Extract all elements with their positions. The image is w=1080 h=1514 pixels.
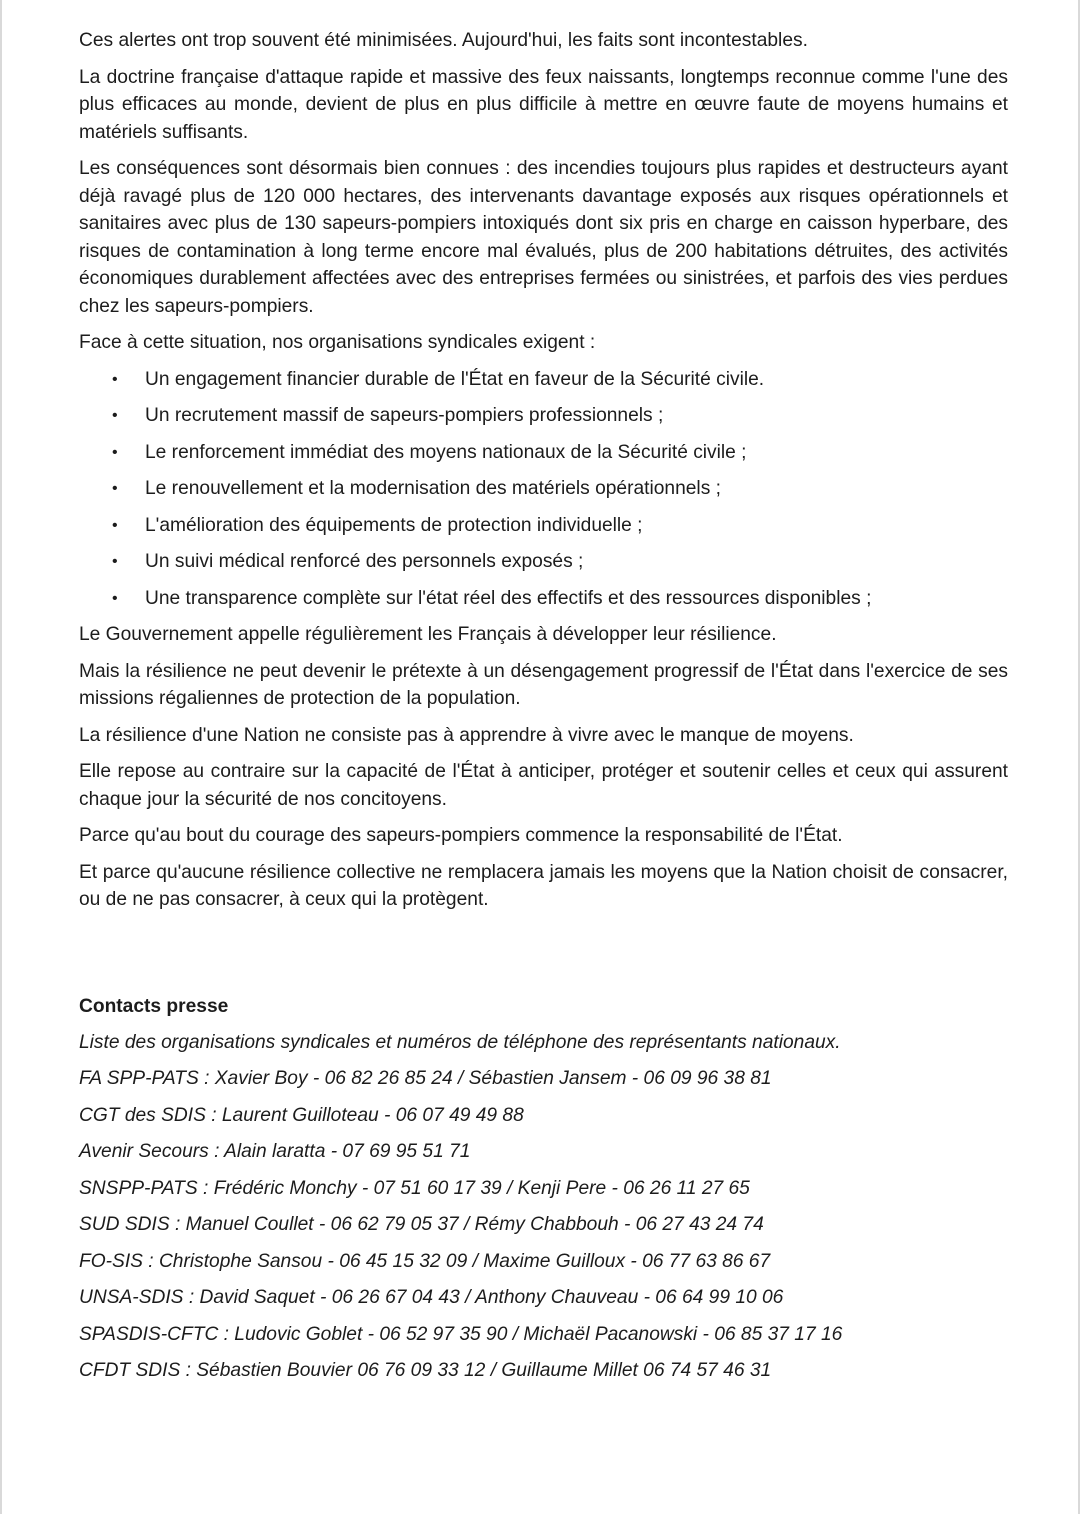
demand-text: Le renforcement immédiat des moyens nationaux de la Sécurité civile ; xyxy=(145,441,747,463)
paragraph-resilience-pretext: Mais la résilience ne peut devenir le prétexte à un désengagement progressif de l'État dans l'exercice de ses missions régaliennes de protection de la population. xyxy=(79,660,1008,709)
list-item xyxy=(79,366,1008,394)
bullet-icon: • xyxy=(112,480,118,497)
contact-line: SUD SDIS : Manuel Coullet - 06 62 79 05 37 / Rémy Chabbouh - 06 27 43 24 74 xyxy=(79,1214,764,1235)
bullet-icon: • xyxy=(112,407,118,424)
paragraph-demands-intro: Face à cette situation, nos organisations syndicales exigent : xyxy=(79,332,596,353)
contact-line: FO-SIS : Christophe Sansou - 06 45 15 32 09 / Maxime Guilloux - 06 77 63 86 67 xyxy=(79,1250,771,1272)
contact-line: CGT des SDIS : Laurent Guilloteau - 06 07 49 49 88 xyxy=(79,1104,524,1126)
paragraph-doctrine: La doctrine française d'attaque rapide et massive des feux naissants, longtemps reconnue comme l'une des plus efficaces au monde, devient de plus en plus difficile à mettre en œuvre faute de moyens humains et matériels suffisants. xyxy=(79,66,1008,143)
contact-line: FA SPP-PATS : Xavier Boy - 06 82 26 85 24 / Sébastien Jansem - 06 09 96 38 81 xyxy=(79,1068,772,1089)
contact-line: Avenir Secours : Alain laratta - 07 69 95 51 71 xyxy=(79,1141,471,1162)
contact-line: CFDT SDIS : Sébastien Bouvier 06 76 09 33 12 / Guillaume Millet 06 74 57 46 31 xyxy=(79,1360,772,1381)
demand-text: Un recrutement massif de sapeurs-pompiers professionnels ; xyxy=(145,405,664,426)
bullet-icon: • xyxy=(112,589,118,607)
contact-line: SPASDIS-CFTC : Ludovic Goblet - 06 52 97 35 90 / Michaël Pacanowski - 06 85 37 17 16 xyxy=(79,1323,843,1345)
list-item xyxy=(79,585,1008,613)
bullet-icon: • xyxy=(112,443,118,461)
paragraph-alerts: Ces alertes ont trop souvent été minimisées. Aujourd'hui, les faits sont incontestables. xyxy=(79,30,808,51)
bullet-icon: • xyxy=(112,553,118,570)
bullet-icon: • xyxy=(112,370,118,388)
contacts-intro: Liste des organisations syndicales et numéros de téléphone des représentants nationaux. xyxy=(79,1031,841,1053)
demand-text: L'amélioration des équipements de protection individuelle ; xyxy=(145,514,643,536)
list-item xyxy=(79,475,1008,503)
paragraph-government: Le Gouvernement appelle régulièrement les Français à développer leur résilience. xyxy=(79,624,777,645)
contacts-heading: Contacts presse xyxy=(79,996,229,1017)
list-item xyxy=(79,402,1008,430)
press-contacts xyxy=(79,993,1039,1394)
demand-text: Un engagement financier durable de l'État en faveur de la Sécurité civile. xyxy=(145,368,765,390)
demand-text: Un suivi médical renforcé des personnels exposés ; xyxy=(145,551,584,572)
list-item xyxy=(79,439,1008,467)
bullet-icon: • xyxy=(112,516,118,534)
paragraph-resilience-nation: La résilience d'une Nation ne consiste pas à apprendre à vivre avec le manque de moyens. xyxy=(79,724,854,746)
paragraph-consequences: Les conséquences sont désormais bien connues : des incendies toujours plus rapides et destructeurs ayant déjà ravagé plus de 120 000 hectares, des intervenants davantage exposés aux risques opérationnels et sanitaires avec plus de 130 sapeurs-pompiers intoxiqués dont six pris en charge en caisson hyperbare, des risques de contamination à long terme encore mal évalués, plus de 200 habitations détruites, des activités économiques durablement affectées avec des entreprises fermées ou sinistrées, et parfois des vies perdues chez les sapeurs-pompiers. xyxy=(79,158,1008,317)
paragraph-courage: Parce qu'au bout du courage des sapeurs-pompiers commence la responsabilité de l'État. xyxy=(79,825,843,846)
demand-text: Une transparence complète sur l'état réel des effectifs et des ressources disponibles ; xyxy=(145,587,872,609)
press-release-body xyxy=(79,27,1008,923)
contact-line: UNSA-SDIS : David Saquet - 06 26 67 04 43 / Anthony Chauveau - 06 64 99 10 06 xyxy=(79,1287,784,1308)
contact-line: SNSPP-PATS : Frédéric Monchy - 07 51 60 17 39 / Kenji Pere - 06 26 11 27 65 xyxy=(79,1177,750,1199)
demand-text: Le renouvellement et la modernisation des matériels opérationnels ; xyxy=(145,478,721,499)
demands-list xyxy=(79,366,1008,613)
list-item xyxy=(79,548,1008,576)
paragraph-state-capacity: Elle repose au contraire sur la capacité de l'État à anticiper, protéger et soutenir celles et ceux qui assurent chaque jour la sécurité de nos concitoyens. xyxy=(79,761,1008,810)
list-item xyxy=(79,512,1008,540)
paragraph-conclusion: Et parce qu'aucune résilience collective ne remplacera jamais les moyens que la Nation choisit de consacrer, ou de ne pas consacrer, à ceux qui la protègent. xyxy=(79,861,1008,910)
